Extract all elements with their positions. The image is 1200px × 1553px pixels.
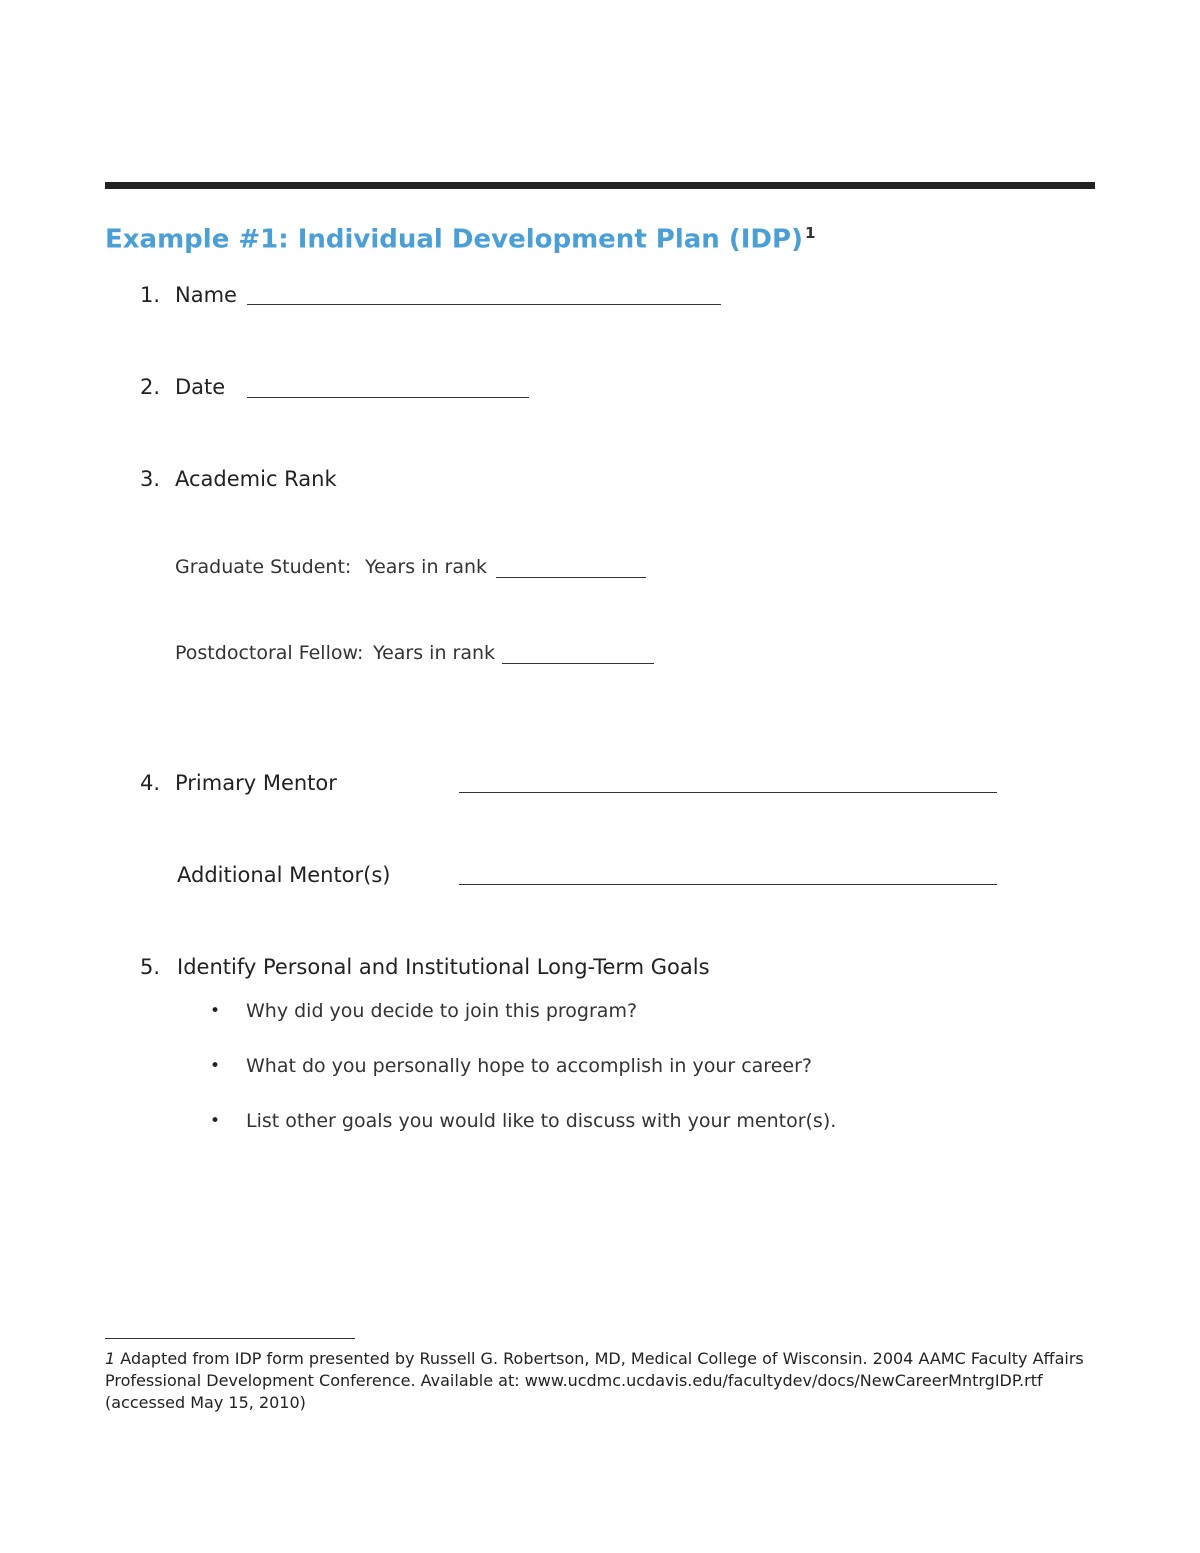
postdoc-years-label: Years in rank [373, 642, 496, 664]
goal-question: Why did you decide to join this program? [246, 1000, 638, 1022]
footnote-marker: 1 [105, 1349, 116, 1368]
postdoc-label: Postdoctoral Fellow: [175, 642, 364, 664]
footnote-separator [105, 1338, 355, 1339]
goals-heading: Identify Personal and Institutional Long-Term Goals [177, 955, 710, 979]
goal-question: List other goals you would like to discuss with your mentor(s). [246, 1110, 837, 1132]
date-label: Date [175, 375, 226, 399]
date-field[interactable] [247, 397, 529, 398]
primary-mentor-label: Primary Mentor [175, 771, 337, 795]
additional-mentor-label: Additional Mentor(s) [177, 863, 391, 887]
header-rule [105, 182, 1095, 189]
footnote-text: Adapted from IDP form presented by Russell G. Robertson, MD, Medical College of Wisconsin. 2004 AAMC Faculty Affairs Professional Development Conference. Available at: www.ucdmc.ucdavis.edu/facultydev/docs/NewCareerMntrgIDP.rtf (accessed May 15, 2010) [105, 1349, 1084, 1412]
bullet-icon: • [210, 1056, 221, 1076]
additional-mentor-field[interactable] [459, 884, 997, 885]
primary-mentor-field[interactable] [459, 792, 997, 793]
goal-question: What do you personally hope to accomplish in your career? [246, 1055, 812, 1077]
item-number: 1. [140, 283, 161, 307]
graduate-years-field[interactable] [496, 577, 646, 578]
graduate-years-label: Years in rank [365, 556, 488, 578]
name-label: Name [175, 283, 237, 307]
bullet-icon: • [210, 1001, 221, 1021]
item-number: 3. [140, 467, 161, 491]
footnote-reference: 1 [804, 224, 816, 242]
item-number: 4. [140, 771, 161, 795]
page-title [105, 224, 815, 255]
item-number: 2. [140, 375, 161, 399]
postdoc-years-field[interactable] [502, 663, 654, 664]
footnote [105, 1348, 1085, 1414]
bullet-icon: • [210, 1111, 221, 1131]
page-title-text: Example #1: Individual Development Plan (IDP) [105, 224, 803, 255]
academic-rank-label: Academic Rank [175, 467, 337, 491]
name-field[interactable] [247, 304, 721, 305]
graduate-student-label: Graduate Student: [175, 556, 352, 578]
item-number: 5. [140, 955, 161, 979]
